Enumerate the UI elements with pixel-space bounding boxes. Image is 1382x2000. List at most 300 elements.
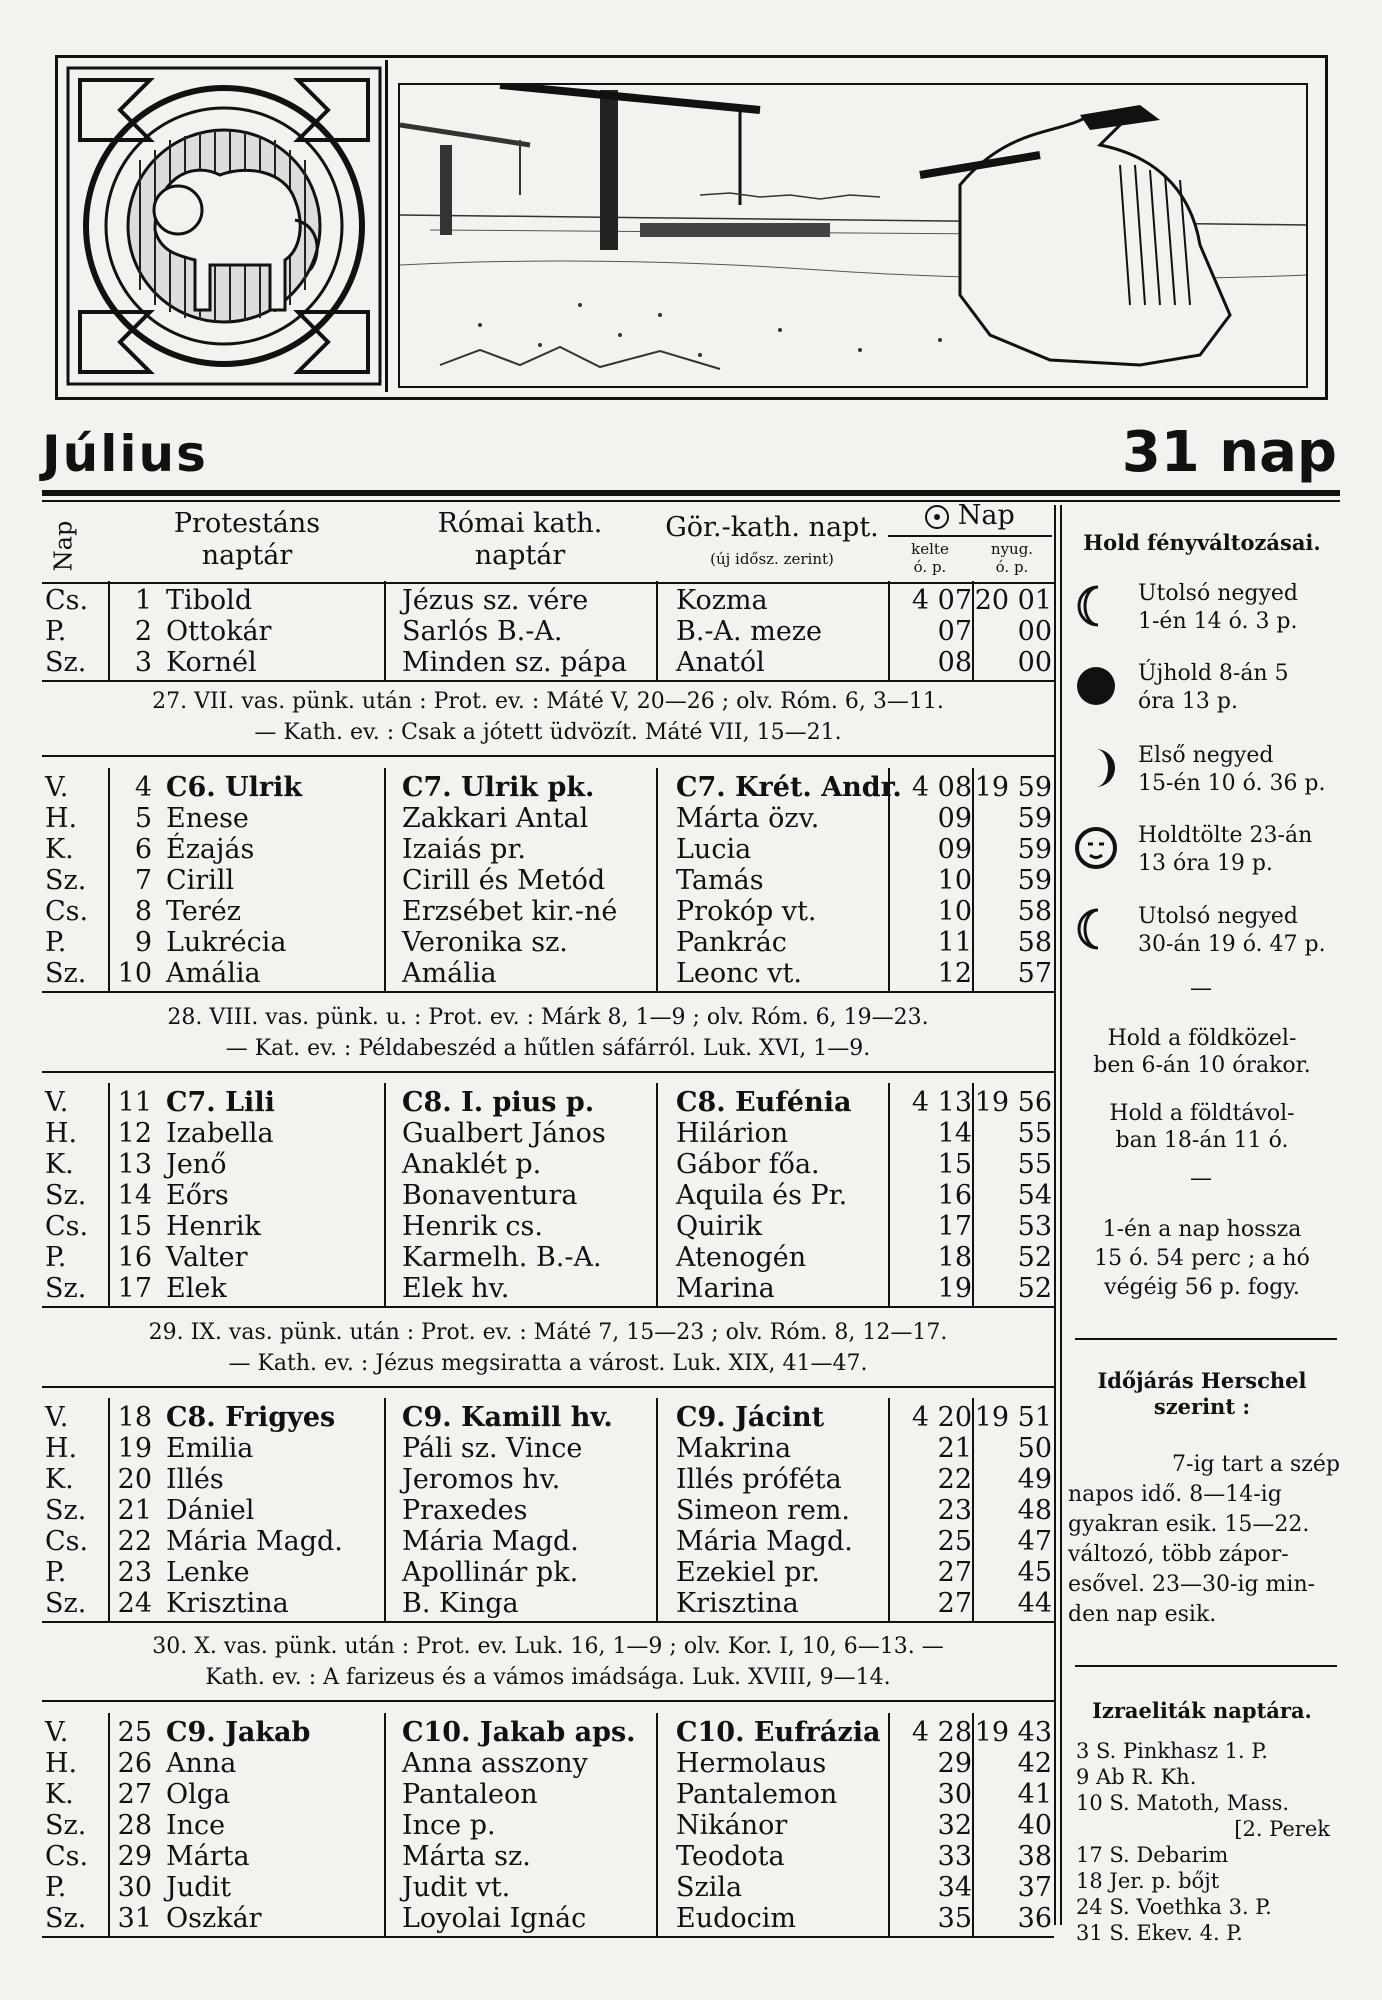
cell-gor: Szila [676,1872,743,1903]
cell-kath: Minden sz. pápa [402,647,627,678]
cell-prot: Henrik [166,1211,261,1242]
jewish-entry-4: [2. Perek [1234,1817,1330,1841]
jewish-entry-3: 10 S. Matoth, Mass. [1076,1791,1290,1815]
protestant-header [112,508,382,572]
cell-kath: Apollinár pk. [402,1557,579,1588]
cell-prot: Ottokár [166,616,272,647]
cell-prot: Anna [166,1748,237,1779]
cell-day: Cs. [45,1841,89,1872]
cell-rise: 11 [937,927,972,958]
sun-header [890,500,1050,532]
cell-prot: Ince [166,1810,226,1841]
cell-set: 48 [1017,1495,1052,1526]
cell-kath: Márta sz. [402,1841,531,1872]
cell-gor: C7. Krét. Andr. [676,772,902,803]
day-column-label: Nap [49,520,78,572]
block-rule-below-note [42,1071,1054,1073]
cell-gor: Anatól [676,647,765,678]
gospel-note-line2: Kath. ev. : A farizeus és a vámos imádsága. Luk. XVIII, 9—14. [205,1665,891,1690]
weather-line2: napos idő. 8—14-ig [1068,1482,1282,1507]
cell-gor: Makrina [676,1433,792,1464]
cell-kath: Pantaleon [402,1779,538,1810]
cell-rise: 14 [937,1118,972,1149]
table-row [0,1242,1054,1273]
cell-kath: C10. Jakab aps. [402,1717,636,1748]
sunrise-label: kelte [911,540,949,558]
cell-prot: Cirill [166,865,235,896]
cell-day: K. [45,1464,74,1495]
cell-gor: Teodota [676,1841,785,1872]
cell-day: P. [45,616,67,647]
gospel-note-line1: 28. VIII. vas. pünk. u. : Prot. ev. : Márk 8, 1—9 ; olv. Róm. 6, 19—23. [167,1005,929,1030]
cell-date: 6 [134,834,152,865]
cell-date: 1 [134,585,152,616]
day-column-header [50,510,90,580]
cell-day: Sz. [45,1273,87,1304]
sunrise-unit: ó. p. [913,558,947,576]
cell-day: Cs. [45,585,89,616]
protestant-header-line2: naptár [201,540,293,571]
moon-phase-text [1138,742,1340,798]
cell-set: 55 [1017,1118,1052,1149]
cell-set: 00 [1017,647,1052,678]
cell-kath: Veronika sz. [402,927,568,958]
greek-header-line1: Gör.-kath. napt. [665,512,879,543]
cell-rise: 19 [937,1273,972,1304]
cell-rise: 25 [937,1526,972,1557]
moon-phase-line2: óra 13 p. [1138,689,1238,714]
cell-date: 23 [117,1557,152,1588]
cell-kath: Gualbert János [402,1118,606,1149]
cell-date: 24 [117,1588,152,1619]
table-row [0,1087,1054,1118]
protestant-header-line1: Protestáns [173,508,321,539]
cell-kath: Henrik cs. [402,1211,543,1242]
cell-gor: Aquila és Pr. [676,1180,848,1211]
cell-prot: Dániel [166,1495,255,1526]
table-row [0,896,1054,927]
cell-gor: Márta özv. [676,803,820,834]
catholic-header-line1: Római kath. [437,508,603,539]
moon-phase-item [1072,580,1340,640]
cell-gor: Krisztina [676,1588,799,1619]
table-row [0,803,1054,834]
cell-prot: Valter [166,1242,248,1273]
cell-rise: 09 [937,803,972,834]
weather-line1: 7-ig tart a szép [1172,1452,1340,1477]
weather-text [1068,1450,1340,1630]
cell-date: 3 [134,647,152,678]
cell-kath: Jézus sz. vére [402,585,589,616]
block-rule-below-note [42,1700,1054,1702]
cell-gor: Hermolaus [676,1748,827,1779]
daylength-line1: 1-én a nap hossza [1102,1217,1302,1242]
cell-date: 31 [117,1903,152,1934]
sidebar-rule-2 [1075,1665,1337,1667]
cell-set: 57 [1017,958,1052,989]
cell-day: P. [45,1242,67,1273]
cell-kath: Bonaventura [402,1180,578,1211]
cell-set: 59 [1017,803,1052,834]
cell-day: H. [45,1118,78,1149]
cell-gor: C10. Eufrázia [676,1717,881,1748]
cell-date: 19 [117,1433,152,1464]
title-rule-top [42,490,1340,496]
cell-prot: C6. Ulrik [166,772,303,803]
cell-rise: 15 [937,1149,972,1180]
sidebar-dash-1: — [1190,976,1212,1001]
block-rule [42,680,1054,682]
cell-date: 17 [117,1273,152,1304]
cell-prot: Kornél [166,647,257,678]
cell-date: 26 [117,1748,152,1779]
cell-prot: C9. Jakab [166,1717,311,1748]
cell-gor: Pankrác [676,927,787,958]
cell-day: K. [45,834,74,865]
cell-prot: Elek [166,1273,227,1304]
table-row [0,927,1054,958]
cell-date: 15 [117,1211,152,1242]
cell-rise: 10 [937,896,972,927]
first-quarter-moon-icon [1074,746,1118,790]
cell-date: 7 [134,865,152,896]
cell-kath: Erzsébet kir.-né [402,896,618,927]
cell-date: 21 [117,1495,152,1526]
title-rule-bottom [42,500,1340,502]
sun-header-divider [888,535,1052,537]
cell-gor: B.-A. meze [676,616,822,647]
header-rule [42,582,1054,584]
lion-emblem-art [60,60,388,392]
jewish-entry-1: 3 S. Pinkhasz 1. P. [1076,1739,1268,1763]
moon-phase-line1: Első negyed [1138,743,1274,768]
moon-phase-item [1072,742,1340,802]
cell-gor: Pantalemon [676,1779,838,1810]
cell-day: P. [45,1872,67,1903]
cell-date: 13 [117,1149,152,1180]
cell-kath: Anna asszony [402,1748,588,1779]
cell-rise: 07 [937,616,972,647]
cell-day: Cs. [45,896,89,927]
sidebar-divider [1054,505,1056,1925]
cell-kath: Páli sz. Vince [402,1433,583,1464]
cell-date: 18 [117,1402,152,1433]
cell-rise: 33 [937,1841,972,1872]
table-row [0,834,1054,865]
cell-kath: Mária Magd. [402,1526,579,1557]
weather-line5: esővel. 23—30-ig min- [1068,1572,1316,1597]
cell-set: 37 [1017,1872,1052,1903]
jewish-calendar-list [1076,1738,1340,1946]
cell-set: 19 59 [974,772,1052,803]
well-landscape-illustration [398,83,1308,388]
moon-phase-text [1138,822,1340,878]
cell-day: Sz. [45,1180,87,1211]
cell-gor: Gábor főa. [676,1149,820,1180]
cell-date: 10 [117,958,152,989]
cell-rise: 32 [937,1810,972,1841]
cell-rise: 27 [937,1588,972,1619]
cell-gor: Nikánor [676,1810,788,1841]
gospel-note-line1: 29. IX. vas. pünk. után : Prot. ev. : Máté 7, 15—23 ; olv. Róm. 8, 12—17. [148,1320,948,1345]
cell-rise: 4 07 [911,585,972,616]
lion-emblem [60,60,388,392]
cell-prot: Olga [166,1779,231,1810]
table-row [0,616,1054,647]
moon-phase-item [1072,822,1340,882]
cell-kath: C8. I. pius p. [402,1087,595,1118]
catholic-header-line2: naptár [474,540,566,571]
last-quarter-moon-icon [1074,584,1118,628]
cell-rise: 34 [937,1872,972,1903]
moon-phase-line2: 13 óra 19 p. [1138,851,1273,876]
cell-prot: C8. Frigyes [166,1402,336,1433]
jewish-entry-5: 17 S. Debarim [1076,1843,1229,1867]
jewish-entry-2: 9 Ab R. Kh. [1076,1765,1197,1789]
cell-gor: Quirik [676,1211,763,1242]
cell-rise: 29 [937,1748,972,1779]
apogee-line2: ban 18-án 11 ó. [1115,1128,1289,1153]
cell-prot: Izabella [166,1118,274,1149]
jewish-calendar-title: Izraeliták naptára. [1092,1698,1312,1723]
sunrise-header [888,540,972,576]
cell-set: 58 [1017,896,1052,927]
cell-rise: 23 [937,1495,972,1526]
cell-date: 25 [117,1717,152,1748]
cell-date: 14 [117,1180,152,1211]
cell-gor: Illés próféta [676,1464,842,1495]
block-rule [42,1621,1054,1623]
cell-rise: 27 [937,1557,972,1588]
block-rule-below-note [42,755,1054,757]
cell-day: V. [45,1717,69,1748]
cell-day: P. [45,1557,67,1588]
cell-kath: B. Kinga [402,1588,519,1619]
table-row [0,1526,1054,1557]
cell-kath: Cirill és Metód [402,865,606,896]
perigee-note [1064,1025,1340,1079]
cell-gor: Prokóp vt. [676,896,817,927]
moon-phase-text [1138,903,1340,959]
cell-set: 55 [1017,1149,1052,1180]
cell-rise: 4 20 [911,1402,972,1433]
weather-line6: den nap esik. [1068,1602,1217,1627]
cell-rise: 22 [937,1464,972,1495]
cell-set: 52 [1017,1273,1052,1304]
cell-date: 16 [117,1242,152,1273]
cell-prot: Tibold [166,585,253,616]
table-row [0,1464,1054,1495]
weather-title-line1: Időjárás Herschel [1097,1368,1307,1393]
cell-day: Sz. [45,958,87,989]
cell-date: 28 [117,1810,152,1841]
cell-rise: 4 28 [911,1717,972,1748]
block-rule [42,991,1054,993]
cell-rise: 35 [937,1903,972,1934]
table-row [0,1748,1054,1779]
cell-prot: Lenke [166,1557,250,1588]
cell-kath: Amália [402,958,497,989]
cell-prot: Márta [166,1841,250,1872]
cell-set: 47 [1017,1526,1052,1557]
well-landscape-art [400,85,1308,388]
cell-rise: 08 [937,647,972,678]
cell-gor: Eudocim [676,1903,796,1934]
daylength-line2: 15 ó. 54 perc ; a hó [1094,1246,1310,1271]
perigee-line2: ben 6-án 10 órakor. [1093,1053,1311,1078]
cell-day: V. [45,772,69,803]
cell-prot: Oszkár [166,1903,262,1934]
table-row [0,647,1054,678]
cell-rise: 30 [937,1779,972,1810]
table-row [0,865,1054,896]
table-row [0,1180,1054,1211]
cell-set: 52 [1017,1242,1052,1273]
cell-set: 41 [1017,1779,1052,1810]
cell-day: K. [45,1779,74,1810]
sidebar-dash-2: — [1190,1166,1212,1191]
cell-day: Cs. [45,1526,89,1557]
sunset-header [974,540,1050,576]
cell-date: 4 [134,772,152,803]
table-row [0,585,1054,616]
cell-rise: 10 [937,865,972,896]
cell-day: P. [45,927,67,958]
cell-gor: Marina [676,1273,775,1304]
cell-gor: Atenogén [676,1242,807,1273]
table-row [0,772,1054,803]
cell-date: 29 [117,1841,152,1872]
cell-kath: Loyolai Ignác [402,1903,587,1934]
last-quarter-moon-icon [1074,907,1118,951]
cell-set: 19 51 [974,1402,1052,1433]
moon-phase-line1: Holdtölte 23-án [1138,823,1313,848]
cell-prot: Lukrécia [166,927,287,958]
cell-prot: Mária Magd. [166,1526,343,1557]
weather-title [1064,1368,1340,1420]
cell-set: 53 [1017,1211,1052,1242]
cell-set: 36 [1017,1903,1052,1934]
cell-kath: Sarlós B.-A. [402,616,563,647]
gospel-note-line1: 27. VII. vas. pünk. után : Prot. ev. : Máté V, 20—26 ; olv. Róm. 6, 3—11. [152,689,944,714]
jewish-entry-6: 18 Jer. p. bőjt [1076,1869,1220,1893]
cell-day: H. [45,803,78,834]
table-row [0,1149,1054,1180]
cell-day: Sz. [45,865,87,896]
cell-kath: Izaiás pr. [402,834,526,865]
cell-gor: Ezekiel pr. [676,1557,820,1588]
cell-date: 8 [134,896,152,927]
cell-set: 20 01 [974,585,1052,616]
cell-day: V. [45,1087,69,1118]
cell-day: H. [45,1433,78,1464]
cell-set: 45 [1017,1557,1052,1588]
days-count: 31 nap [1121,420,1337,485]
cell-set: 44 [1017,1588,1052,1619]
cell-set: 58 [1017,927,1052,958]
cell-set: 00 [1017,616,1052,647]
cell-set: 50 [1017,1433,1052,1464]
cell-prot: Illés [166,1464,224,1495]
cell-day: Sz. [45,1495,87,1526]
moon-phase-line1: Újhold 8-án 5 [1138,661,1289,686]
cell-date: 30 [117,1872,152,1903]
cell-gor: Simeon rem. [676,1495,851,1526]
cell-set: 38 [1017,1841,1052,1872]
apogee-note [1064,1100,1340,1154]
cell-day: Sz. [45,1810,87,1841]
cell-kath: Ince p. [402,1810,496,1841]
cell-gor: C8. Eufénia [676,1087,852,1118]
sunset-label: nyug. [990,540,1034,558]
cell-prot: Teréz [166,896,242,927]
table-row [0,1118,1054,1149]
cell-set: 49 [1017,1464,1052,1495]
cell-day: Sz. [45,647,87,678]
sidebar-divider-inner [1060,505,1062,1925]
cell-date: 27 [117,1779,152,1810]
cell-date: 11 [117,1087,152,1118]
cell-set: 59 [1017,834,1052,865]
weather-title-line2: szerint : [1153,1394,1251,1419]
cell-set: 59 [1017,865,1052,896]
cell-gor: Hilárion [676,1118,789,1149]
gospel-note-line2: — Kath. ev. : Jézus megsiratta a várost. Luk. XIX, 41—47. [228,1351,868,1376]
cell-day: K. [45,1149,74,1180]
table-row [0,1588,1054,1619]
table-row [0,1717,1054,1748]
table-row [0,1433,1054,1464]
greek-header [656,512,888,568]
table-row [0,1557,1054,1588]
jewish-entry-8: 31 S. Ekev. 4. P. [1076,1921,1243,1945]
sunset-unit: ó. p. [995,558,1029,576]
table-row [0,1402,1054,1433]
cell-prot: Enese [166,803,249,834]
table-row [0,1273,1054,1304]
moon-phases-title: Hold fényváltozásai. [1083,530,1321,555]
cell-set: 42 [1017,1748,1052,1779]
cell-date: 20 [117,1464,152,1495]
gospel-note-line1: 30. X. vas. pünk. után : Prot. ev. Luk. 16, 1—9 ; olv. Kor. I, 10, 6—13. — [152,1634,944,1659]
table-row [0,1841,1054,1872]
new-moon-icon [1074,664,1118,708]
cell-gor: Kozma [676,585,768,616]
cell-kath: Zakkari Antal [402,803,589,834]
daylength-line3: végéig 56 p. fogy. [1104,1275,1300,1300]
cell-rise: 17 [937,1211,972,1242]
moon-phase-line2: 30-án 19 ó. 47 p. [1138,932,1326,957]
cell-gor: Lucia [676,834,752,865]
cell-date: 9 [134,927,152,958]
cell-kath: Praxedes [402,1495,528,1526]
cell-kath: Anaklét p. [402,1149,542,1180]
month-title: Július [42,425,208,483]
block-rule [42,1936,1054,1938]
moon-phase-line1: Utolsó negyed [1138,904,1298,929]
gospel-note-line2: — Kat. ev. : Példabeszéd a hűtlen sáfárról. Luk. XVI, 1—9. [225,1036,871,1061]
cell-date: 12 [117,1118,152,1149]
moon-phase-line1: Utolsó negyed [1138,581,1298,606]
cell-kath: Elek hv. [402,1273,510,1304]
cell-prot: Eőrs [166,1180,229,1211]
moon-phase-line2: 15-én 10 ó. 36 p. [1138,771,1326,796]
daylength-note [1064,1215,1340,1302]
full-moon-icon [1074,826,1118,870]
cell-prot: Krisztina [166,1588,289,1619]
block-rule-below-note [42,1386,1054,1388]
cell-day: Sz. [45,1588,87,1619]
